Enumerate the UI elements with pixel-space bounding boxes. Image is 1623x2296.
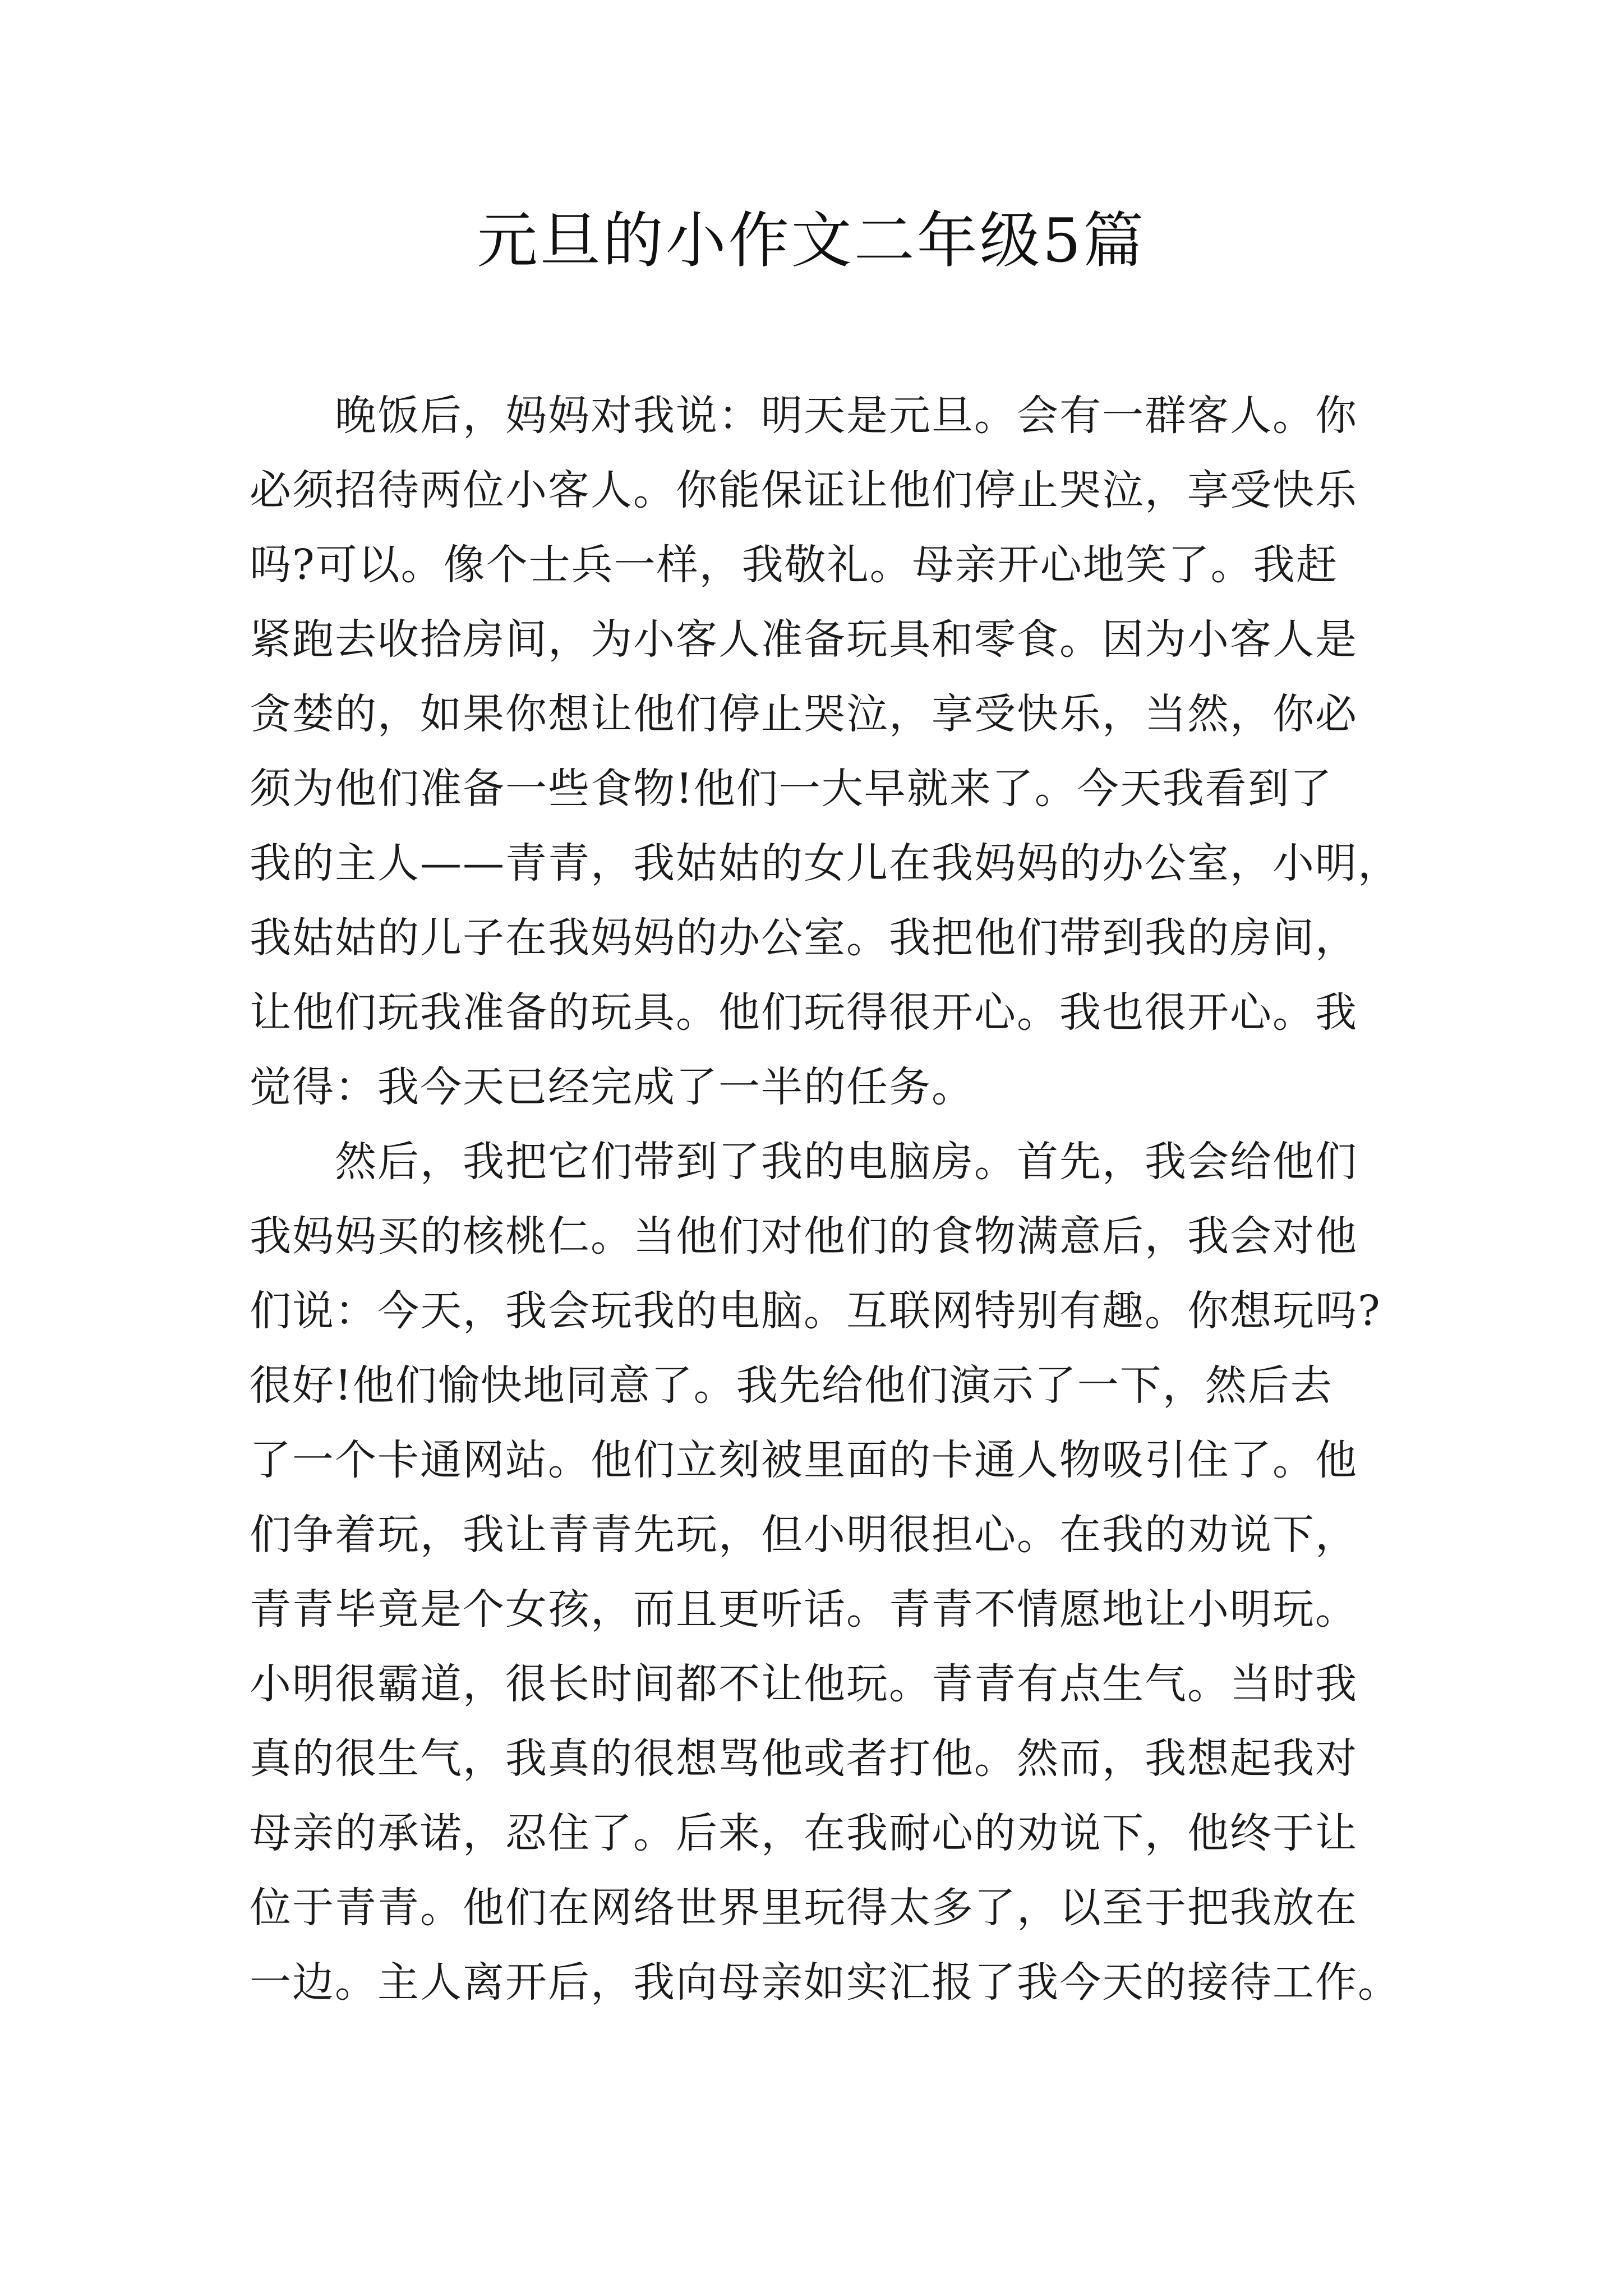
text-line: 紧跑去收拾房间，为小客人准备玩具和零食。因为小客人是 [250,615,1358,664]
text-line: 然后，我把它们带到了我的电脑房。首先，我会给他们 [250,1138,1358,1186]
text-line: 母亲的承诺，忍住了。后来，在我耐心的劝说下，他终于让 [250,1809,1358,1857]
text-line: 我妈妈买的核桃仁。当他们对他们的食物满意后，我会对他 [250,1212,1358,1260]
text-line: 很好!他们愉快地同意了。我先给他们演示了一下，然后去 [250,1361,1333,1410]
text-line: 们争着玩，我让青青先玩，但小明很担心。在我的劝说下， [250,1511,1358,1559]
text-line: 我姑姑的儿子在我妈妈的办公室。我把他们带到我的房间， [250,914,1358,962]
text-line: 贪婪的，如果你想让他们停止哭泣，享受快乐，当然，你必 [250,690,1358,738]
text-line: 一边。主人离开后，我向母亲如实汇报了我今天的接待工作。 [250,1958,1400,2007]
document-title: 元旦的小作文二年级5篇 [477,206,1146,276]
text-line: 觉得：我今天已经完成了一半的任务。 [250,1063,974,1111]
text-line: 我的主人——青青，我姑姑的女儿在我妈妈的办公室，小明， [250,839,1400,887]
text-line: 们说：今天，我会玩我的电脑。互联网特别有趣。你想玩吗? [250,1287,1381,1335]
text-line: 位于青青。他们在网络世界里玩得太多了，以至于把我放在 [250,1884,1358,1932]
text-line: 吗?可以。像个士兵一样，我敬礼。母亲开心地笑了。我赶 [250,541,1339,589]
text-line: 小明很霸道，很长时间都不让他玩。青青有点生气。当时我 [250,1660,1358,1708]
text-line: 晚饭后，妈妈对我说：明天是元旦。会有一群客人。你 [250,392,1358,440]
text-line: 须为他们准备一些食物!他们一大早就来了。今天我看到了 [250,765,1333,813]
text-line: 让他们玩我准备的玩具。他们玩得很开心。我也很开心。我 [250,988,1358,1037]
document-body [250,379,1400,2020]
text-line: 了一个卡通网站。他们立刻被里面的卡通人物吸引住了。他 [250,1436,1358,1484]
text-line: 必须招待两位小客人。你能保证让他们停止哭泣，享受快乐 [250,466,1358,514]
text-line: 青青毕竟是个女孩，而且更听话。青青不情愿地让小明玩。 [250,1585,1358,1634]
text-line: 真的很生气，我真的很想骂他或者打他。然而，我想起我对 [250,1734,1358,1783]
